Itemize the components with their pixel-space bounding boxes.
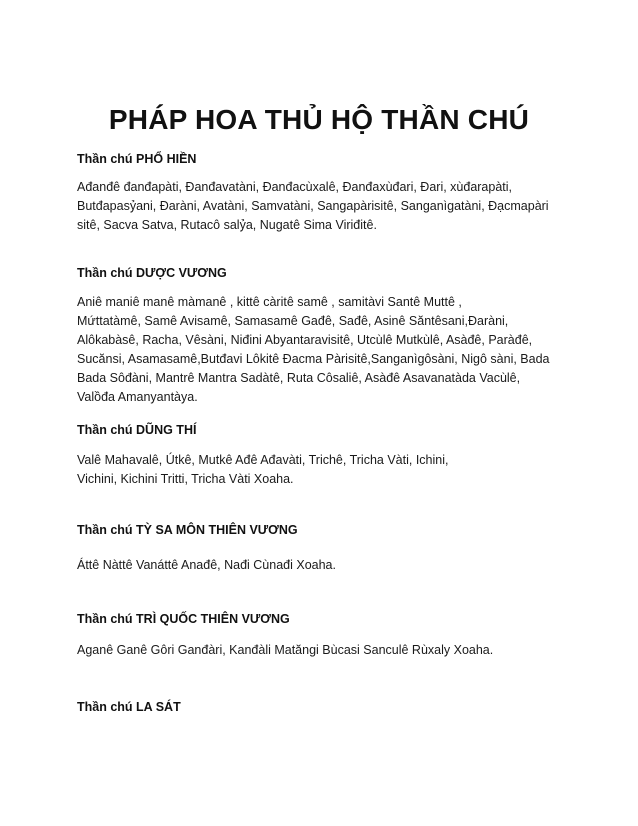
section-heading-dung-thi: Thần chú DŨNG THÍ xyxy=(77,423,197,437)
section-body-dung-thi xyxy=(77,451,567,489)
text-line: Butđapasỷani, Đaràni, Avatàni, Samvatàni, Sangapàrisitê, Sanganìgatàni, Đạcmapàri xyxy=(77,199,549,213)
text-line: Mứttatàmê, Samê Avisamê, Samasamê Gađê, Sađê, Asinê Săntêsani,Đaràni, xyxy=(77,314,509,328)
section-heading-pho-hien: Thần chú PHỔ HIỀN xyxy=(77,152,197,166)
text-line: Aniê maniê manê màmanê , kittê càritê samê , samitàvi Santê Muttê , xyxy=(77,295,462,309)
text-line: sitê, Sacva Satva, Rutacô salỷa, Nugatê Sima Viriđitê. xyxy=(77,218,377,232)
text-line: Ađanđê đanđapàti, Đanđavatàni, Đanđacùxalê, Đanđaxùđari, Đari, xùđarapàti, xyxy=(77,180,513,194)
text-line: Alôkabàsê, Racha, Vêsàni, Niđini Abyantaravisitê, Utcùlê Mutkùlê, Asàđê, Paràđê, xyxy=(77,333,533,347)
section-heading-tri-quoc: Thần chú TRÌ QUỐC THIÊN VƯƠNG xyxy=(77,612,290,626)
section-heading-la-sat: Thần chú LA SÁT xyxy=(77,700,181,714)
page-title: PHÁP HOA THỦ HỘ THẦN CHÚ xyxy=(108,104,530,135)
section-body-pho-hien xyxy=(77,178,567,235)
text-line: Valê Mahavalê, Útkê, Mutkê Ađê Ađavàti, Trichê, Tricha Vàti, Ichini, xyxy=(77,453,449,467)
text-line: Aganê Ganê Gôri Ganđàri, Kanđàli Matăngi Bùcasi Sanculê Rùxaly Xoaha. xyxy=(77,643,494,657)
section-body-duoc-vuong xyxy=(77,293,567,407)
text-line: Sucănsi, Asamasamê,Butđavi Lôkitê Đacma Pàrisitê,Sanganìgôsàni, Nigô sàni, Bada xyxy=(77,352,550,366)
section-heading-duoc-vuong: Thần chú DƯỢC VƯƠNG xyxy=(77,266,227,280)
text-line: Vichini, Kichini Tritti, Tricha Vàti Xoaha. xyxy=(77,472,294,486)
text-line: Áttê Nàttê Vanáttê Anađê, Nađi Cùnađi Xoaha. xyxy=(77,558,336,572)
section-heading-ty-sa-mon: Thần chú TỲ SA MÔN THIÊN VƯƠNG xyxy=(77,523,298,537)
text-line: Valồđa Amanyantàya. xyxy=(77,390,198,404)
section-body-tri-quoc xyxy=(77,641,567,660)
section-body-ty-sa-mon xyxy=(77,556,567,575)
text-line: Bada Sôđàni, Mantrê Mantra Sadàtê, Ruta Côsaliê, Asàđê Asavanatàda Vacùlê, xyxy=(77,371,521,385)
